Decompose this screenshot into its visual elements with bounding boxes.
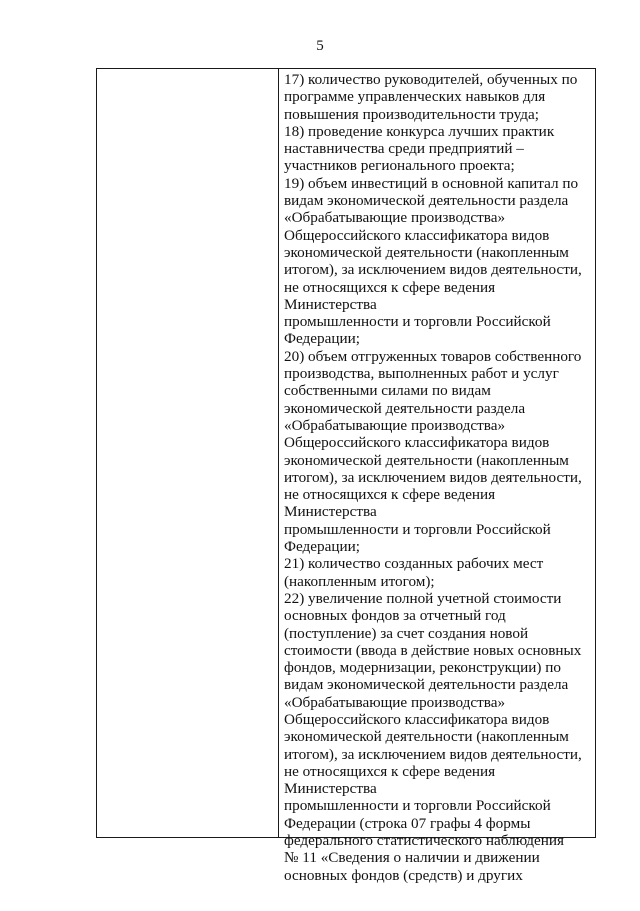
list-item: 20) объем отгруженных товаров собственного производства, выполненных работ и услуг собственными силами по видам экономической деятельности раздела «Обрабатывающие производства» Общероссийского классификатора видов экономической деятельности (накопленным итогом), за исключением видов деятельности, не относящихся к сфере ведения Министерства промышленности и торговли Российской Федерации;: [284, 347, 582, 556]
table-right-cell: [279, 69, 595, 884]
document-table: [96, 68, 596, 884]
list-item: 17) количество руководителей, обученных по программе управленческих навыков для повышения производительности труда;: [284, 71, 578, 123]
list-item: 19) объем инвестиций в основной капитал по видам экономической деятельности раздела «Обрабатывающие производства» Общероссийского классификатора видов экономической деятельности (накопленным итогом), за исключением видов деятельности, не относящихся к сфере ведения Министерства промышленности и торговли Российской Федерации;: [284, 174, 582, 348]
table-left-cell: [97, 69, 279, 837]
list-item: 21) количество созданных рабочих мест (накопленным итогом);: [284, 555, 544, 590]
list-item: 18) проведение конкурса лучших практик наставничества среди предприятий – участников регионального проекта;: [284, 122, 555, 175]
page-number: 5: [316, 38, 324, 54]
list-item: 22) увеличение полной учетной стоимости основных фондов за отчетный год (поступление) за счет создания новой стоимости (ввода в действие новых основных фондов, модернизации, реконструкции) по видам экономической деятельности раздела «Обрабатывающие производства» Общероссийского классификатора видов экономической деятельности (накопленным итогом), за исключением видов деятельности, не относящихся к сфере ведения Министерства промышленности и торговли Российской Федерации (строка 07 графы 4 формы федерального статистического наблюдения № 11 «Сведения о наличии и движении основных фондов (средств) и других: [284, 589, 582, 884]
